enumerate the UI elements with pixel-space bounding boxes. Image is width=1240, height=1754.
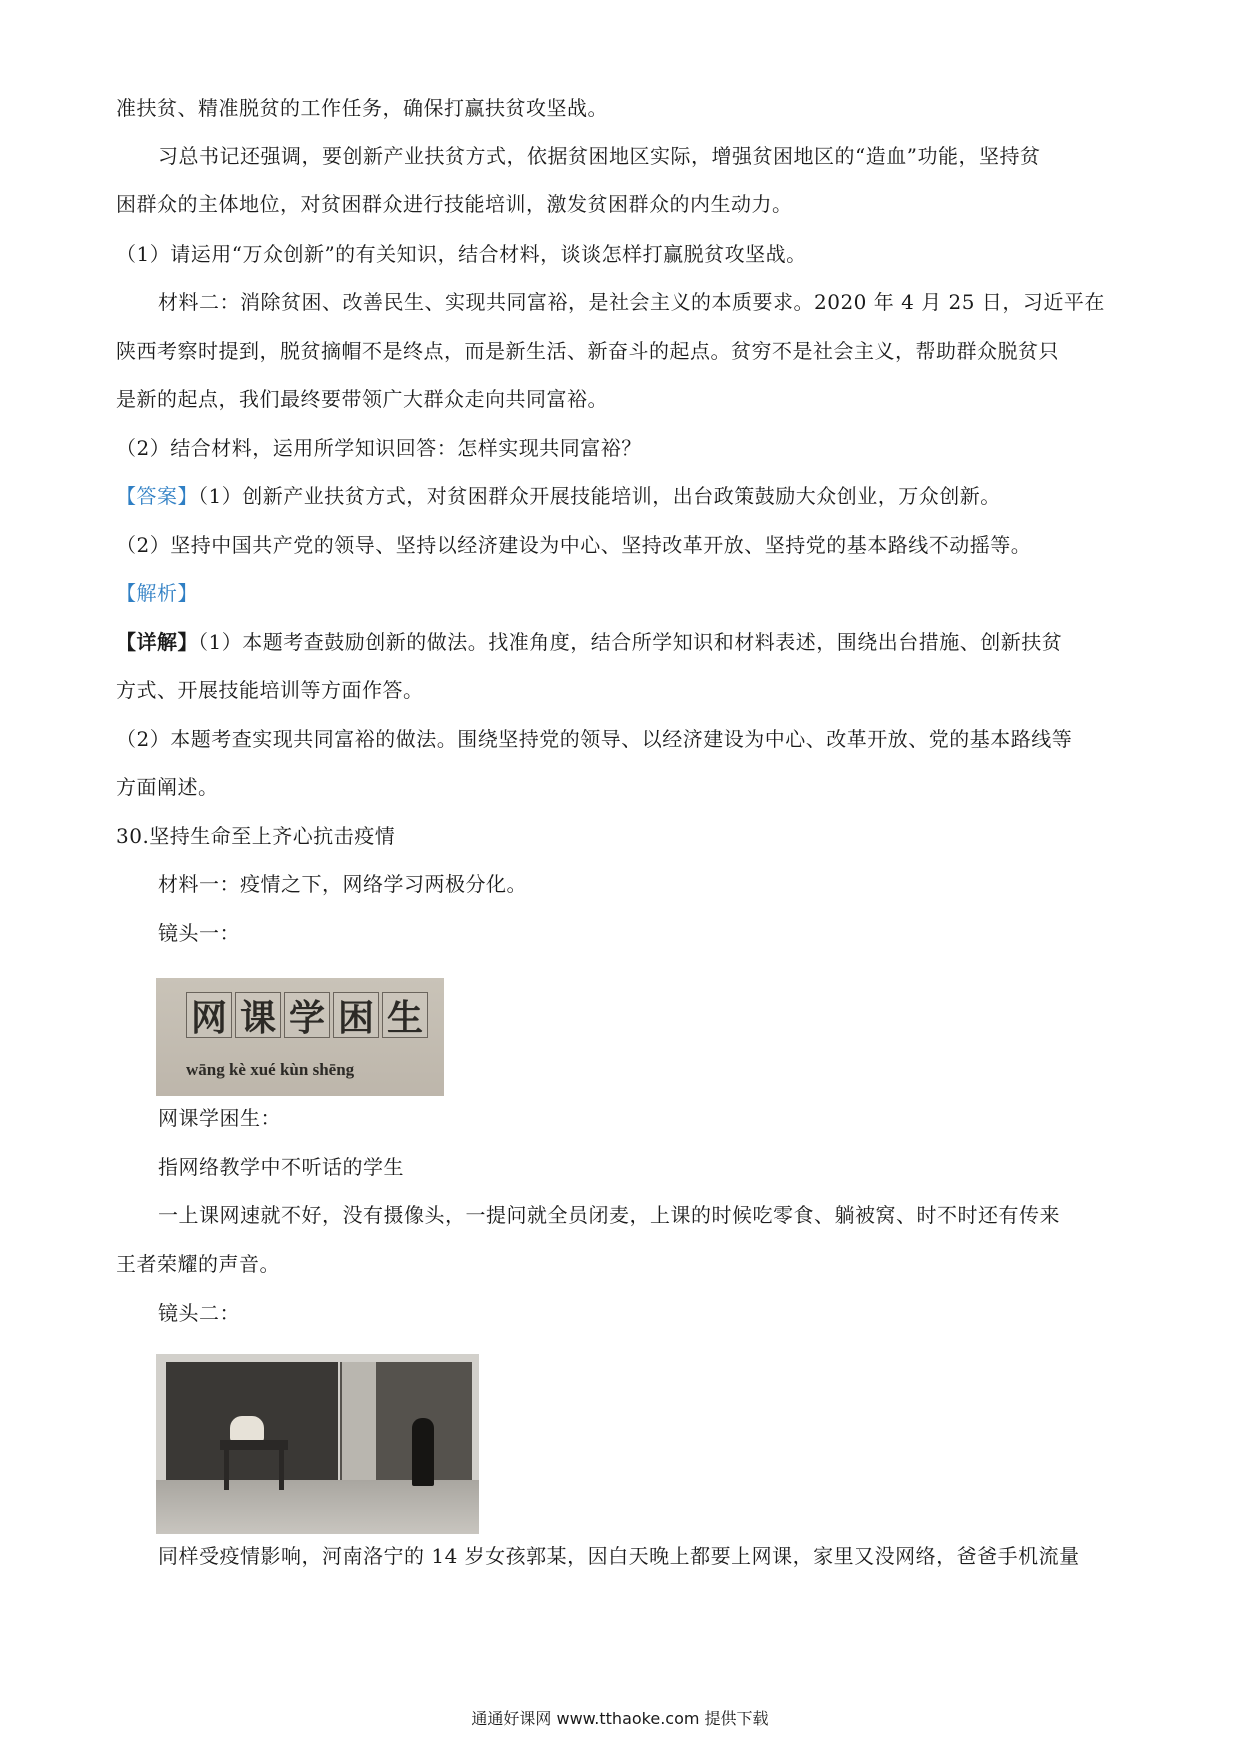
text-line-2: 习总书记还强调，要创新产业扶贫方式，依据贫困地区实际，增强贫困地区的“造血”功能，坚持贫 [158,144,1041,168]
detail-line-4: 方面阐述。 [116,775,219,799]
analysis-label: 【解析】 [116,581,198,605]
question-2: （2）结合材料，运用所学知识回答：怎样实现共同富裕？ [116,436,642,460]
text-line-1: 准扶贫、精准脱贫的工作任务，确保打赢扶贫攻坚战。 [116,96,608,120]
photo-desk [220,1440,288,1450]
detail-line-1 [116,630,1062,654]
photo-man [412,1418,434,1486]
answer-line-2: （2）坚持中国共产党的领导、坚持以经济建设为中心、坚持改革开放、坚持党的基本路线不动摇等。 [116,533,1032,557]
photo-doorway [342,1362,376,1480]
material-2-line-3: 是新的起点，我们最终要带领广大群众走向共同富裕。 [116,387,608,411]
description-line-2: 王者荣耀的声音。 [116,1252,280,1276]
photo-floor [156,1480,479,1534]
figure-photo [156,1354,479,1534]
detail-label: 【详解】 [116,630,198,654]
question-30-title: 30.坚持生命至上齐心抗击疫情 [116,824,396,848]
photo-desk-legs [224,1450,284,1490]
question-1: （1）请运用“万众创新”的有关知识，结合材料，谈谈怎样打赢脱贫攻坚战。 [116,242,807,266]
detail-line-2: 方式、开展技能培训等方面作答。 [116,678,424,702]
word-card-char-5: 生 [382,992,428,1038]
word-card-char-4: 困 [333,992,379,1038]
word-card-char-1: 网 [186,992,232,1038]
figure-word-card [156,978,444,1096]
detail-1a-text: （1）本题考查鼓励创新的做法。找准角度，结合所学知识和材料表述，围绕出台措施、创新扶贫 [198,630,1063,654]
material-2-line-1: 材料二：消除贫困、改善民生、实现共同富裕，是社会主义的本质要求。2020 年 4 月 25 日，习近平在 [158,290,1105,314]
term-label: 网课学困生： [158,1106,281,1130]
answer-line-1 [116,484,1001,508]
page-footer: 通通好课网 www.tthaoke.com 提供下载 [471,1709,769,1728]
text-line-3: 困群众的主体地位，对贫困群众进行技能培训，激发贫困群众的内生动力。 [116,192,793,216]
material-2-line-2: 陕西考察时提到，脱贫摘帽不是终点，而是新生活、新奋斗的起点。贫穷不是社会主义，帮助群众脱贫只 [116,339,1059,363]
word-card-char-3: 学 [284,992,330,1038]
last-line: 同样受疫情影响，河南洛宁的 14 岁女孩郭某，因白天晚上都要上网课，家里又没网络，爸爸手机流量 [158,1544,1080,1568]
description-line-1: 一上课网速就不好，没有摄像头，一提问就全员闭麦，上课的时候吃零食、躺被窝、时不时还有传来 [158,1203,1060,1227]
answer-1-text: （1）创新产业扶贫方式，对贫困群众开展技能培训，出台政策鼓励大众创业，万众创新。 [198,484,1001,508]
material-1: 材料一：疫情之下，网络学习两极分化。 [158,872,527,896]
word-card-char-2: 课 [235,992,281,1038]
term-definition: 指网络教学中不听话的学生 [158,1155,404,1179]
shot-1-label: 镜头一： [158,921,240,945]
word-card-characters [186,992,431,1038]
document-page [116,0,1128,1754]
detail-line-3: （2）本题考查实现共同富裕的做法。围绕坚持党的领导、以经济建设为中心、改革开放、党的基本路线等 [116,727,1073,751]
shot-2-label: 镜头二： [158,1301,240,1325]
answer-label: 【答案】 [116,484,198,508]
photo-girl [230,1416,264,1442]
word-card-pinyin: wāng kè xué kùn shēng [186,1060,355,1079]
